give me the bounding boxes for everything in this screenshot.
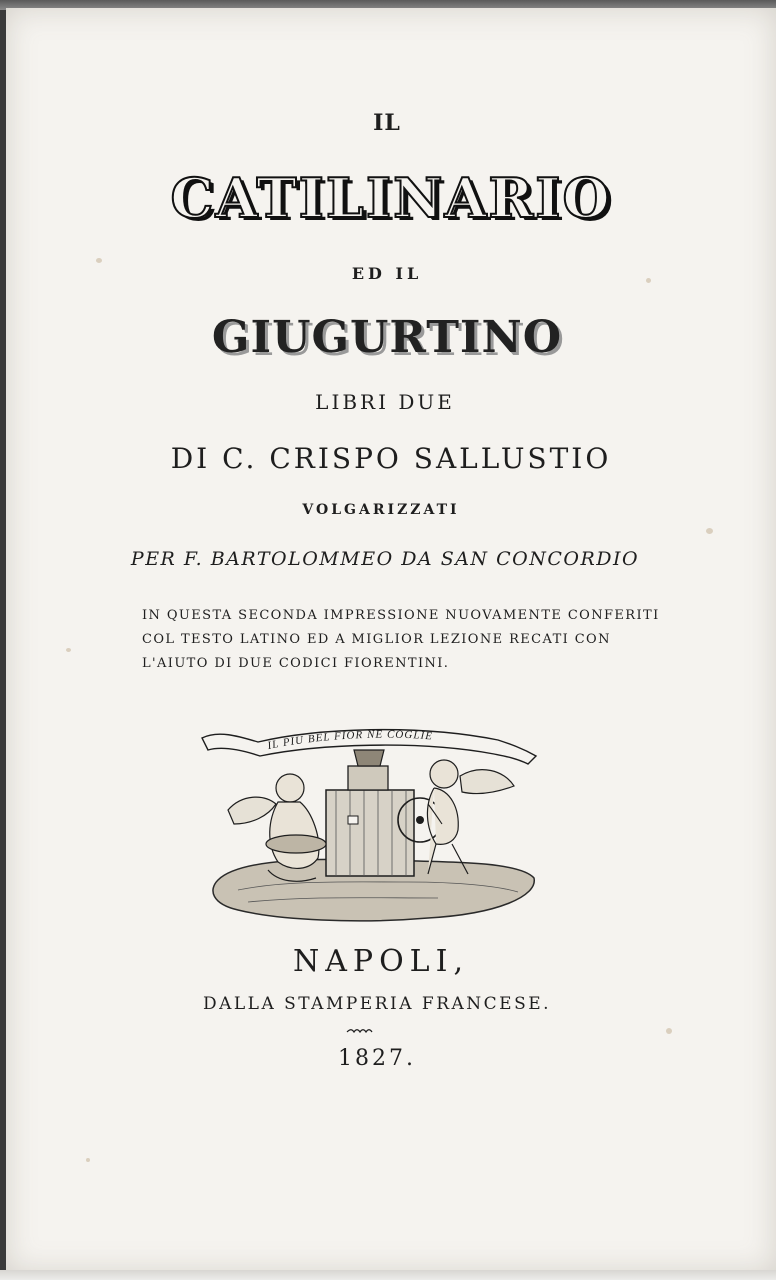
- title-catilinario: CATILINARIO: [170, 166, 612, 230]
- page-edge-bottom: [0, 1270, 776, 1280]
- press-machine: [326, 790, 414, 876]
- right-cherub-head: [430, 760, 458, 788]
- ornament-flourish: [346, 1028, 376, 1034]
- translator-line: PER F. BARTOLOMMEO DA SAN CONCORDIO: [130, 548, 640, 570]
- motto-text: IL PIU BEL FIOR NE COGLIE: [266, 728, 434, 753]
- title-conjunction: ED IL: [351, 264, 423, 283]
- right-cherub-wing: [460, 770, 514, 794]
- hopper: [354, 750, 384, 766]
- description-line: IN QUESTA SECONDA IMPRESSIONE NUOVAMENTE CONFERITI: [142, 608, 660, 623]
- basin: [266, 835, 326, 853]
- left-cherub-head: [276, 774, 304, 802]
- imprint-place: NAPOLI,: [292, 944, 469, 979]
- edition-description: [142, 604, 660, 676]
- volgarizzati-line: VOLGARIZZATI: [302, 502, 460, 518]
- title-giugurtino: GIUGURTINO: [211, 312, 563, 363]
- description-line: COL TESTO LATINO ED A MIGLIOR LEZIONE RECATI CON: [142, 632, 611, 647]
- title-page: [6, 8, 776, 1273]
- printer-emblem-illustration: [198, 720, 540, 928]
- subtitle-libri-due: LIBRI DUE: [315, 390, 455, 414]
- imprint-printer: DALLA STAMPERIA FRANCESE.: [202, 994, 552, 1014]
- description-line: L'AIUTO DI DUE CODICI FIORENTINI.: [142, 656, 450, 671]
- left-cherub-wing: [228, 797, 276, 824]
- author-line: DI C. CRISPO SALLUSTIO: [170, 442, 612, 475]
- title-article: IL: [373, 110, 401, 136]
- imprint-year: 1827.: [338, 1046, 416, 1071]
